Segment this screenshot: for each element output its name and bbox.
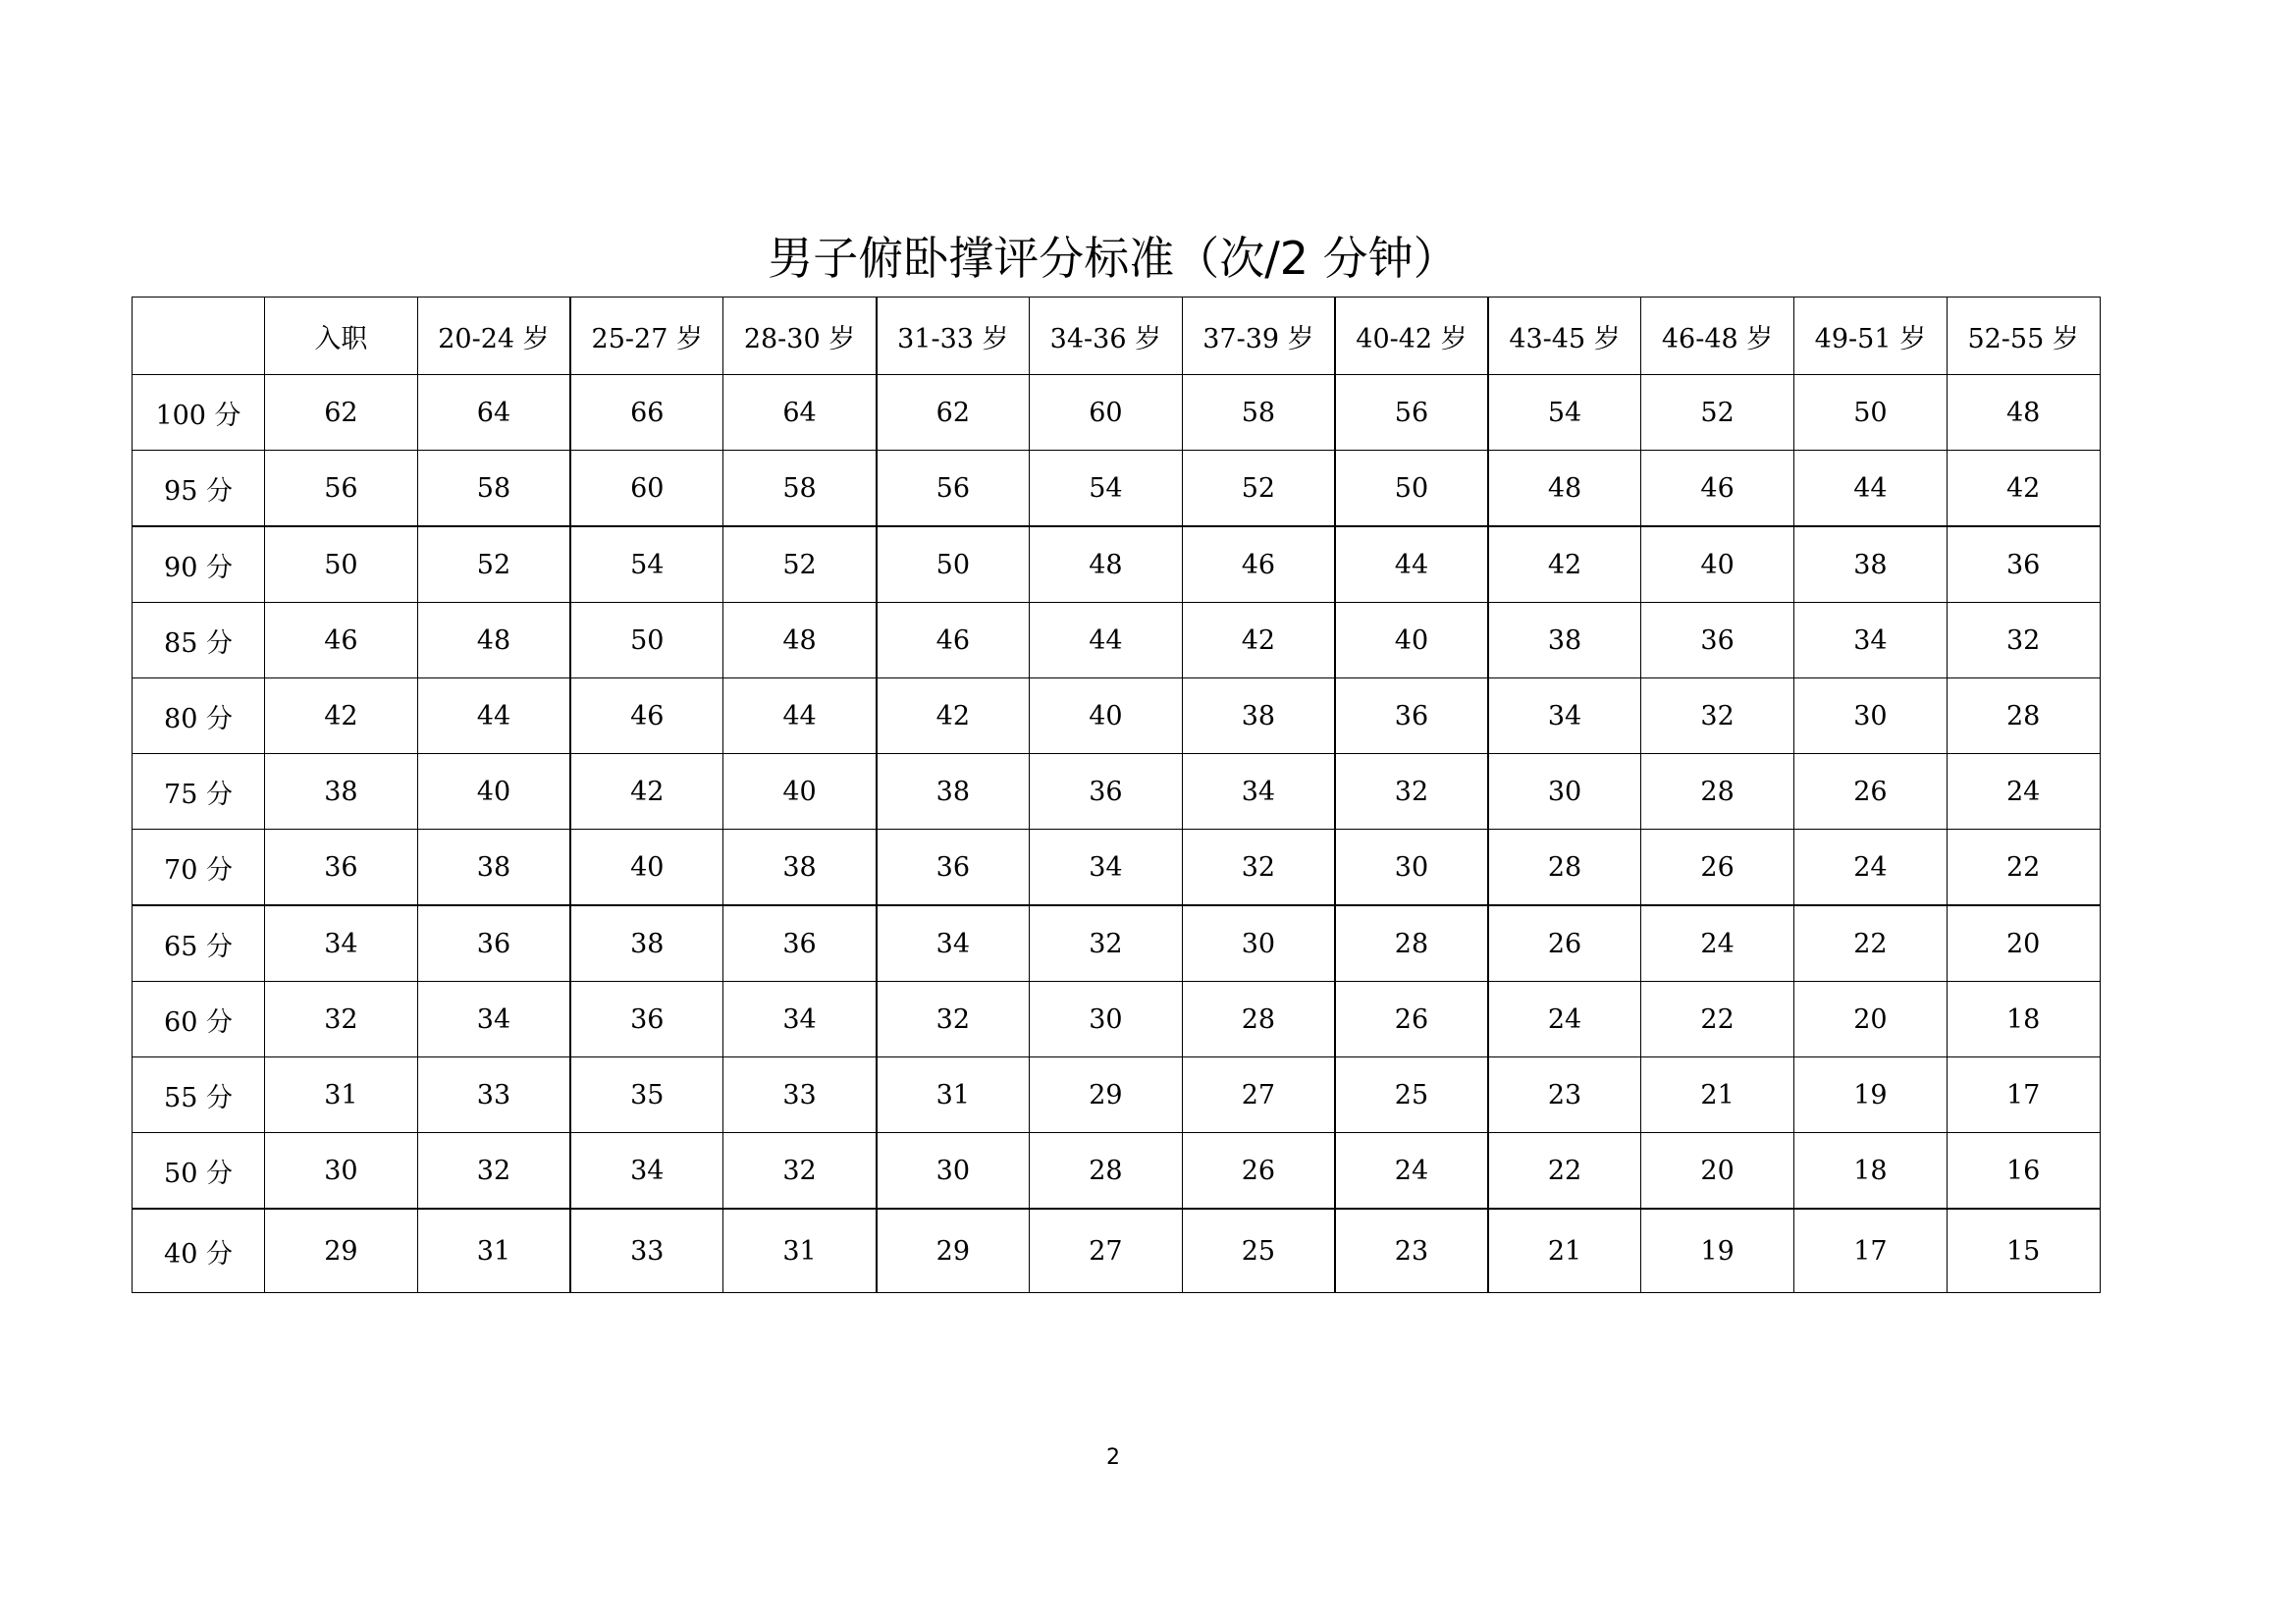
value-cell: 34	[570, 1133, 723, 1210]
value-cell: 52	[723, 526, 877, 603]
value-cell: 36	[1947, 526, 2100, 603]
value-cell: 34	[1793, 603, 1947, 678]
score-label-cell: 70 分	[133, 830, 265, 906]
value-cell: 19	[1793, 1057, 1947, 1133]
value-cell: 23	[1488, 1057, 1641, 1133]
value-cell: 34	[1029, 830, 1182, 906]
value-cell: 32	[265, 982, 418, 1057]
table-row	[133, 982, 2101, 1057]
value-cell: 52	[1641, 375, 1794, 451]
value-cell: 40	[417, 754, 570, 830]
value-cell: 29	[1029, 1057, 1182, 1133]
value-cell: 46	[1182, 526, 1335, 603]
value-cell: 64	[417, 375, 570, 451]
value-cell: 25	[1182, 1209, 1335, 1293]
value-cell: 48	[1947, 375, 2100, 451]
value-cell: 58	[723, 451, 877, 527]
header-cell: 28-30 岁	[723, 298, 877, 375]
value-cell: 33	[417, 1057, 570, 1133]
value-cell: 38	[570, 905, 723, 982]
value-cell: 40	[1029, 678, 1182, 754]
value-cell: 31	[877, 1057, 1030, 1133]
value-cell: 38	[417, 830, 570, 906]
value-cell: 28	[1029, 1133, 1182, 1210]
value-cell: 62	[877, 375, 1030, 451]
value-cell: 32	[1641, 678, 1794, 754]
value-cell: 15	[1947, 1209, 2100, 1293]
value-cell: 30	[1793, 678, 1947, 754]
value-cell: 32	[1029, 905, 1182, 982]
value-cell: 17	[1947, 1057, 2100, 1133]
value-cell: 42	[1182, 603, 1335, 678]
value-cell: 52	[417, 526, 570, 603]
header-cell: 52-55 岁	[1947, 298, 2100, 375]
value-cell: 32	[1335, 754, 1488, 830]
value-cell: 64	[723, 375, 877, 451]
value-cell: 28	[1182, 982, 1335, 1057]
value-cell: 26	[1488, 905, 1641, 982]
table-row	[133, 603, 2101, 678]
value-cell: 30	[265, 1133, 418, 1210]
value-cell: 27	[1182, 1057, 1335, 1133]
value-cell: 38	[723, 830, 877, 906]
value-cell: 33	[570, 1209, 723, 1293]
value-cell: 34	[877, 905, 1030, 982]
header-corner-cell	[133, 298, 265, 375]
value-cell: 34	[723, 982, 877, 1057]
value-cell: 54	[570, 526, 723, 603]
value-cell: 34	[1182, 754, 1335, 830]
value-cell: 31	[417, 1209, 570, 1293]
value-cell: 26	[1641, 830, 1794, 906]
value-cell: 28	[1488, 830, 1641, 906]
value-cell: 18	[1947, 982, 2100, 1057]
value-cell: 66	[570, 375, 723, 451]
value-cell: 58	[417, 451, 570, 527]
value-cell: 48	[1029, 526, 1182, 603]
value-cell: 36	[877, 830, 1030, 906]
table-row	[133, 678, 2101, 754]
value-cell: 30	[877, 1133, 1030, 1210]
table-row	[133, 1209, 2101, 1293]
value-cell: 30	[1335, 830, 1488, 906]
value-cell: 60	[570, 451, 723, 527]
value-cell: 20	[1793, 982, 1947, 1057]
value-cell: 46	[570, 678, 723, 754]
value-cell: 24	[1947, 754, 2100, 830]
value-cell: 56	[265, 451, 418, 527]
table-header-row	[133, 298, 2101, 375]
score-label-cell: 55 分	[133, 1057, 265, 1133]
value-cell: 36	[723, 905, 877, 982]
value-cell: 30	[1029, 982, 1182, 1057]
value-cell: 46	[877, 603, 1030, 678]
value-cell: 28	[1335, 905, 1488, 982]
value-cell: 38	[1488, 603, 1641, 678]
value-cell: 19	[1641, 1209, 1794, 1293]
value-cell: 24	[1335, 1133, 1488, 1210]
value-cell: 50	[1793, 375, 1947, 451]
value-cell: 50	[1335, 451, 1488, 527]
score-label-cell: 90 分	[133, 526, 265, 603]
value-cell: 50	[877, 526, 1030, 603]
value-cell: 24	[1793, 830, 1947, 906]
header-cell: 25-27 岁	[570, 298, 723, 375]
value-cell: 46	[265, 603, 418, 678]
value-cell: 36	[1335, 678, 1488, 754]
value-cell: 32	[1182, 830, 1335, 906]
score-label-cell: 85 分	[133, 603, 265, 678]
value-cell: 38	[1793, 526, 1947, 603]
page-number: 2	[1106, 1445, 1120, 1470]
value-cell: 40	[1335, 603, 1488, 678]
value-cell: 32	[417, 1133, 570, 1210]
value-cell: 54	[1029, 451, 1182, 527]
value-cell: 44	[417, 678, 570, 754]
value-cell: 24	[1641, 905, 1794, 982]
value-cell: 29	[877, 1209, 1030, 1293]
value-cell: 44	[1029, 603, 1182, 678]
header-cell: 31-33 岁	[877, 298, 1030, 375]
value-cell: 50	[570, 603, 723, 678]
value-cell: 52	[1182, 451, 1335, 527]
value-cell: 21	[1641, 1057, 1794, 1133]
header-cell: 40-42 岁	[1335, 298, 1488, 375]
table-row	[133, 451, 2101, 527]
table-row	[133, 375, 2101, 451]
value-cell: 46	[1641, 451, 1794, 527]
value-cell: 18	[1793, 1133, 1947, 1210]
value-cell: 26	[1335, 982, 1488, 1057]
value-cell: 30	[1488, 754, 1641, 830]
header-cell: 20-24 岁	[417, 298, 570, 375]
value-cell: 36	[1641, 603, 1794, 678]
value-cell: 34	[265, 905, 418, 982]
value-cell: 50	[265, 526, 418, 603]
value-cell: 38	[265, 754, 418, 830]
value-cell: 42	[265, 678, 418, 754]
value-cell: 56	[1335, 375, 1488, 451]
score-label-cell: 100 分	[133, 375, 265, 451]
score-label-cell: 80 分	[133, 678, 265, 754]
value-cell: 28	[1947, 678, 2100, 754]
value-cell: 17	[1793, 1209, 1947, 1293]
value-cell: 22	[1793, 905, 1947, 982]
value-cell: 40	[570, 830, 723, 906]
table-row	[133, 1133, 2101, 1210]
value-cell: 54	[1488, 375, 1641, 451]
value-cell: 40	[1641, 526, 1794, 603]
value-cell: 32	[1947, 603, 2100, 678]
value-cell: 42	[877, 678, 1030, 754]
value-cell: 44	[723, 678, 877, 754]
value-cell: 34	[1488, 678, 1641, 754]
header-cell: 入职	[265, 298, 418, 375]
value-cell: 38	[877, 754, 1030, 830]
value-cell: 42	[1488, 526, 1641, 603]
value-cell: 21	[1488, 1209, 1641, 1293]
value-cell: 16	[1947, 1133, 2100, 1210]
value-cell: 44	[1335, 526, 1488, 603]
value-cell: 27	[1029, 1209, 1182, 1293]
header-cell: 49-51 岁	[1793, 298, 1947, 375]
table-row	[133, 905, 2101, 982]
value-cell: 25	[1335, 1057, 1488, 1133]
value-cell: 31	[723, 1209, 877, 1293]
table-row	[133, 526, 2101, 603]
table-row	[133, 754, 2101, 830]
value-cell: 32	[723, 1133, 877, 1210]
value-cell: 36	[265, 830, 418, 906]
header-cell: 37-39 岁	[1182, 298, 1335, 375]
value-cell: 23	[1335, 1209, 1488, 1293]
value-cell: 22	[1488, 1133, 1641, 1210]
value-cell: 44	[1793, 451, 1947, 527]
table-row	[133, 830, 2101, 906]
value-cell: 20	[1947, 905, 2100, 982]
header-cell: 46-48 岁	[1641, 298, 1794, 375]
value-cell: 24	[1488, 982, 1641, 1057]
value-cell: 42	[1947, 451, 2100, 527]
table-row	[133, 1057, 2101, 1133]
document-title: 男子俯卧撑评分标准（次/2 分钟）	[768, 232, 1459, 285]
pushup-score-table	[132, 297, 2101, 1293]
value-cell: 26	[1182, 1133, 1335, 1210]
header-cell: 34-36 岁	[1029, 298, 1182, 375]
value-cell: 29	[265, 1209, 418, 1293]
value-cell: 35	[570, 1057, 723, 1133]
value-cell: 48	[723, 603, 877, 678]
value-cell: 62	[265, 375, 418, 451]
value-cell: 36	[417, 905, 570, 982]
value-cell: 28	[1641, 754, 1794, 830]
score-label-cell: 40 分	[133, 1209, 265, 1293]
header-cell: 43-45 岁	[1488, 298, 1641, 375]
value-cell: 22	[1947, 830, 2100, 906]
value-cell: 34	[417, 982, 570, 1057]
value-cell: 31	[265, 1057, 418, 1133]
value-cell: 58	[1182, 375, 1335, 451]
value-cell: 48	[417, 603, 570, 678]
score-label-cell: 60 分	[133, 982, 265, 1057]
score-label-cell: 65 分	[133, 905, 265, 982]
value-cell: 20	[1641, 1133, 1794, 1210]
value-cell: 56	[877, 451, 1030, 527]
value-cell: 60	[1029, 375, 1182, 451]
score-label-cell: 75 分	[133, 754, 265, 830]
value-cell: 22	[1641, 982, 1794, 1057]
value-cell: 40	[723, 754, 877, 830]
value-cell: 32	[877, 982, 1030, 1057]
value-cell: 36	[570, 982, 723, 1057]
value-cell: 48	[1488, 451, 1641, 527]
value-cell: 36	[1029, 754, 1182, 830]
value-cell: 33	[723, 1057, 877, 1133]
score-label-cell: 95 分	[133, 451, 265, 527]
value-cell: 30	[1182, 905, 1335, 982]
score-label-cell: 50 分	[133, 1133, 265, 1210]
value-cell: 38	[1182, 678, 1335, 754]
value-cell: 26	[1793, 754, 1947, 830]
value-cell: 42	[570, 754, 723, 830]
